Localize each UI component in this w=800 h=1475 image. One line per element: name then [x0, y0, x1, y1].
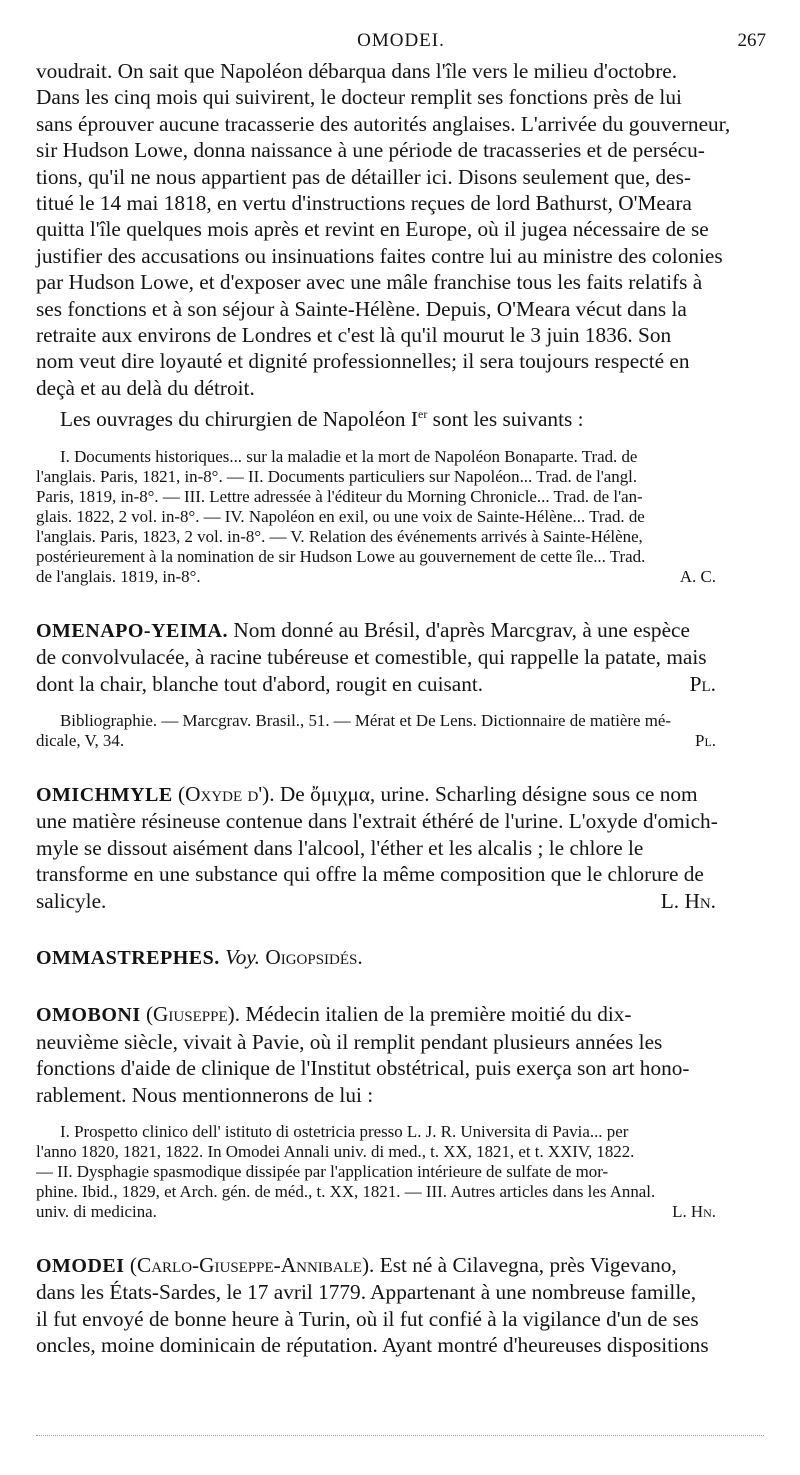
text-last-line [36, 888, 766, 914]
article-omenapo-yeima [36, 617, 766, 751]
author-signature: A. C. [679, 566, 716, 586]
text-line [36, 1001, 766, 1028]
works-intro [36, 401, 766, 433]
biblio-line: I. Documents historiques... sur la maladie et la mort de Napoléon Bonaparte. Trad. de [60, 446, 638, 466]
running-head [36, 30, 766, 58]
text-line: nom veut dire loyauté et dignité professionnelles; il sera toujours respecté en [36, 349, 690, 374]
text-span: dont la chair, blanche tout d'abord, rougit en cuisant. [36, 671, 484, 696]
page-number: 267 [737, 30, 766, 51]
author-signature: L. Hn. [672, 1202, 716, 1222]
biblio-line: univ. di medicina. [36, 1202, 157, 1222]
text-span: Médecin italien de la première moitié du dix- [245, 1002, 632, 1027]
biblio-line: postérieurement à la nomination de sir Hudson Lowe au gouvernement de cette île... Trad. [36, 546, 646, 566]
biblio-last-line [36, 731, 766, 751]
text-line [36, 1252, 766, 1279]
text-line: myle se dissout aisément dans l'alcool, l'éther et les alcalis ; le chlore le [36, 835, 644, 860]
biblio-line: Paris, 1819, in-8°. — III. Lettre adressée à l'éditeur du Morning Chronicle... Trad. de l'an- [36, 486, 643, 506]
subhead: (Carlo-Giuseppe-Annibale). [129, 1253, 375, 1278]
subhead: (Giuseppe). [145, 1002, 241, 1027]
text-line: dans les États-Sardes, le 17 avril 1779. Appartenant à une nombreuse famille, [36, 1280, 697, 1305]
biblio-line: phine. Ibid., 1829, et Arch. gén. de méd., t. XX, 1821. — III. Autres articles dans les Annal. [36, 1182, 656, 1202]
biblio-line: l'anno 1820, 1821, 1822. In Omodei Annali univ. di med., t. XX, 1821, et t. XXIV, 1822. [36, 1142, 635, 1162]
text-line: par Hudson Lowe, et d'exposer avec une mâle franchise tous les faits relatifs à [36, 270, 703, 295]
text-line: titué le 14 mai 1818, en vertu d'instructions reçues de lord Bathurst, O'Meara [36, 191, 692, 216]
biblio-line: l'anglais. Paris, 1821, in-8°. — II. Documents particuliers sur Napoléon... Trad. de l'angl. [36, 466, 638, 486]
works-intro-sup: er [418, 407, 428, 422]
text-span: De ὄμιχμα, urine. Scharling désigne sous ce nom [279, 782, 698, 806]
text-span: Est né à Cilavegna, près Vigevano, [379, 1253, 677, 1278]
bibliography-omeara [36, 447, 766, 587]
text-line: deçà et au delà du détroit. [36, 375, 255, 400]
text-line [36, 617, 766, 644]
headword: OMICHMYLE [36, 784, 173, 806]
text-line: oncles, moine dominicain de réputation. Ayant montré d'heureuses dispositions [36, 1333, 709, 1358]
text-line: voudrait. On sait que Napoléon débarqua dans l'île vers le milieu d'octobre. [36, 59, 678, 83]
biblio-line: — II. Dysphagie spasmodique dissipée par l'application intérieure de sulfate de mor- [36, 1162, 609, 1182]
author-signature: Pl. [695, 731, 716, 750]
article-omodei [36, 1252, 766, 1359]
biblio-last-line [36, 1202, 766, 1222]
text-line: fonctions d'aide de clinique de l'Institut obstétrical, puis exerça son art hono- [36, 1056, 690, 1081]
biblio-line: glais. 1822, 2 vol. in-8°. — IV. Napoléon en exil, ou une voix de Sainte-Hélène... Trad. de [36, 506, 645, 526]
text-line: justifier des accusations ou insinuations faites contre lui au ministre des colonies [36, 243, 723, 268]
text-line: neuvième siècle, vivait à Pavie, où il remplit pendant plusieurs années les [36, 1029, 663, 1054]
article-ommastrephes [36, 944, 766, 971]
headword: OMMASTREPHES. [36, 947, 220, 970]
author-signature: Pl. [689, 671, 716, 696]
text-line: sans éprouver aucune tracasserie des autorités anglaises. L'arrivée du gouverneur, [36, 111, 731, 136]
headword: OMODEI [36, 1255, 125, 1278]
text-span: Nom donné au Brésil, d'après Marcgrav, à une espèce [233, 617, 690, 642]
headword: OMENAPO-YEIMA. [36, 619, 228, 642]
page [36, 30, 766, 1359]
text-line: de convolvulacée, à racine tubéreuse et comestible, qui rappelle la patate, mais [36, 645, 707, 670]
subhead: (Oxyde d'). [178, 782, 275, 806]
biblio-line: l'anglais. Paris, 1823, 2 vol. in-8°. — V. Relation des événements arrivés à Sainte-Hélène, [36, 526, 643, 546]
bottom-dotted-rule [36, 1435, 764, 1436]
text-last-line [36, 671, 766, 697]
biblio-line: dicale, V, 34. [36, 731, 125, 750]
text-line: ses fonctions et à son séjour à Sainte-Hélène. Depuis, O'Meara vécut dans la [36, 296, 687, 321]
voy-label: Voy. [225, 945, 260, 970]
article-omeara-continued [36, 58, 766, 587]
bibliography-omenapo [36, 711, 766, 751]
text-line: quitta l'île quelques mois après et revint en Europe, où il jugea nécessaire de se [36, 217, 709, 242]
biblio-line: I. Prospetto clinico dell' istituto di ostetricia presso L. J. R. Universita di Pavia... per [60, 1122, 629, 1142]
text-line: Dans les cinq mois qui suivirent, le docteur remplit ses fonctions près de lui [36, 85, 682, 110]
works-intro-text: Les ouvrages du chirurgien de Napoléon I [60, 407, 418, 432]
text-line: tions, qu'il ne nous appartient pas de détailler ici. Disons seulement que, des- [36, 164, 692, 189]
works-intro-end: sont les suivants : [427, 407, 584, 432]
text-line: retraite aux environs de Londres et c'est là qu'il mourut le 3 juin 1836. Son [36, 323, 672, 348]
biblio-line: de l'anglais. 1819, in-8°. [36, 566, 201, 586]
text-line: il fut envoyé de bonne heure à Turin, où il fut confié à la vigilance d'un de ses [36, 1306, 699, 1331]
text-line: transforme en une substance qui offre la même composition que le chlorure de [36, 862, 704, 887]
text-line [36, 944, 766, 971]
article-omoboni [36, 1001, 766, 1222]
cross-reference: Oigopsidés. [265, 945, 363, 970]
text-line: rablement. Nous mentionnerons de lui : [36, 1082, 374, 1107]
text-line [36, 781, 766, 808]
biblio-last-line [36, 567, 766, 587]
text-span: salicyle. [36, 888, 107, 913]
running-head-title: OMODEI. [357, 30, 445, 51]
biblio-line: Bibliographie. — Marcgrav. Brasil., 51. — Mérat et De Lens. Dictionnaire de matière mé- [60, 711, 671, 730]
bibliography-omoboni [36, 1122, 766, 1222]
text-line: une matière résineuse contenue dans l'extrait éthéré de l'urine. L'oxyde d'omich- [36, 809, 718, 834]
text-line: sir Hudson Lowe, donna naissance à une période de tracasseries et de persécu- [36, 138, 705, 163]
headword: OMOBONI [36, 1004, 141, 1027]
article-omichmyle [36, 781, 766, 914]
author-signature: L. Hn. [660, 888, 716, 913]
